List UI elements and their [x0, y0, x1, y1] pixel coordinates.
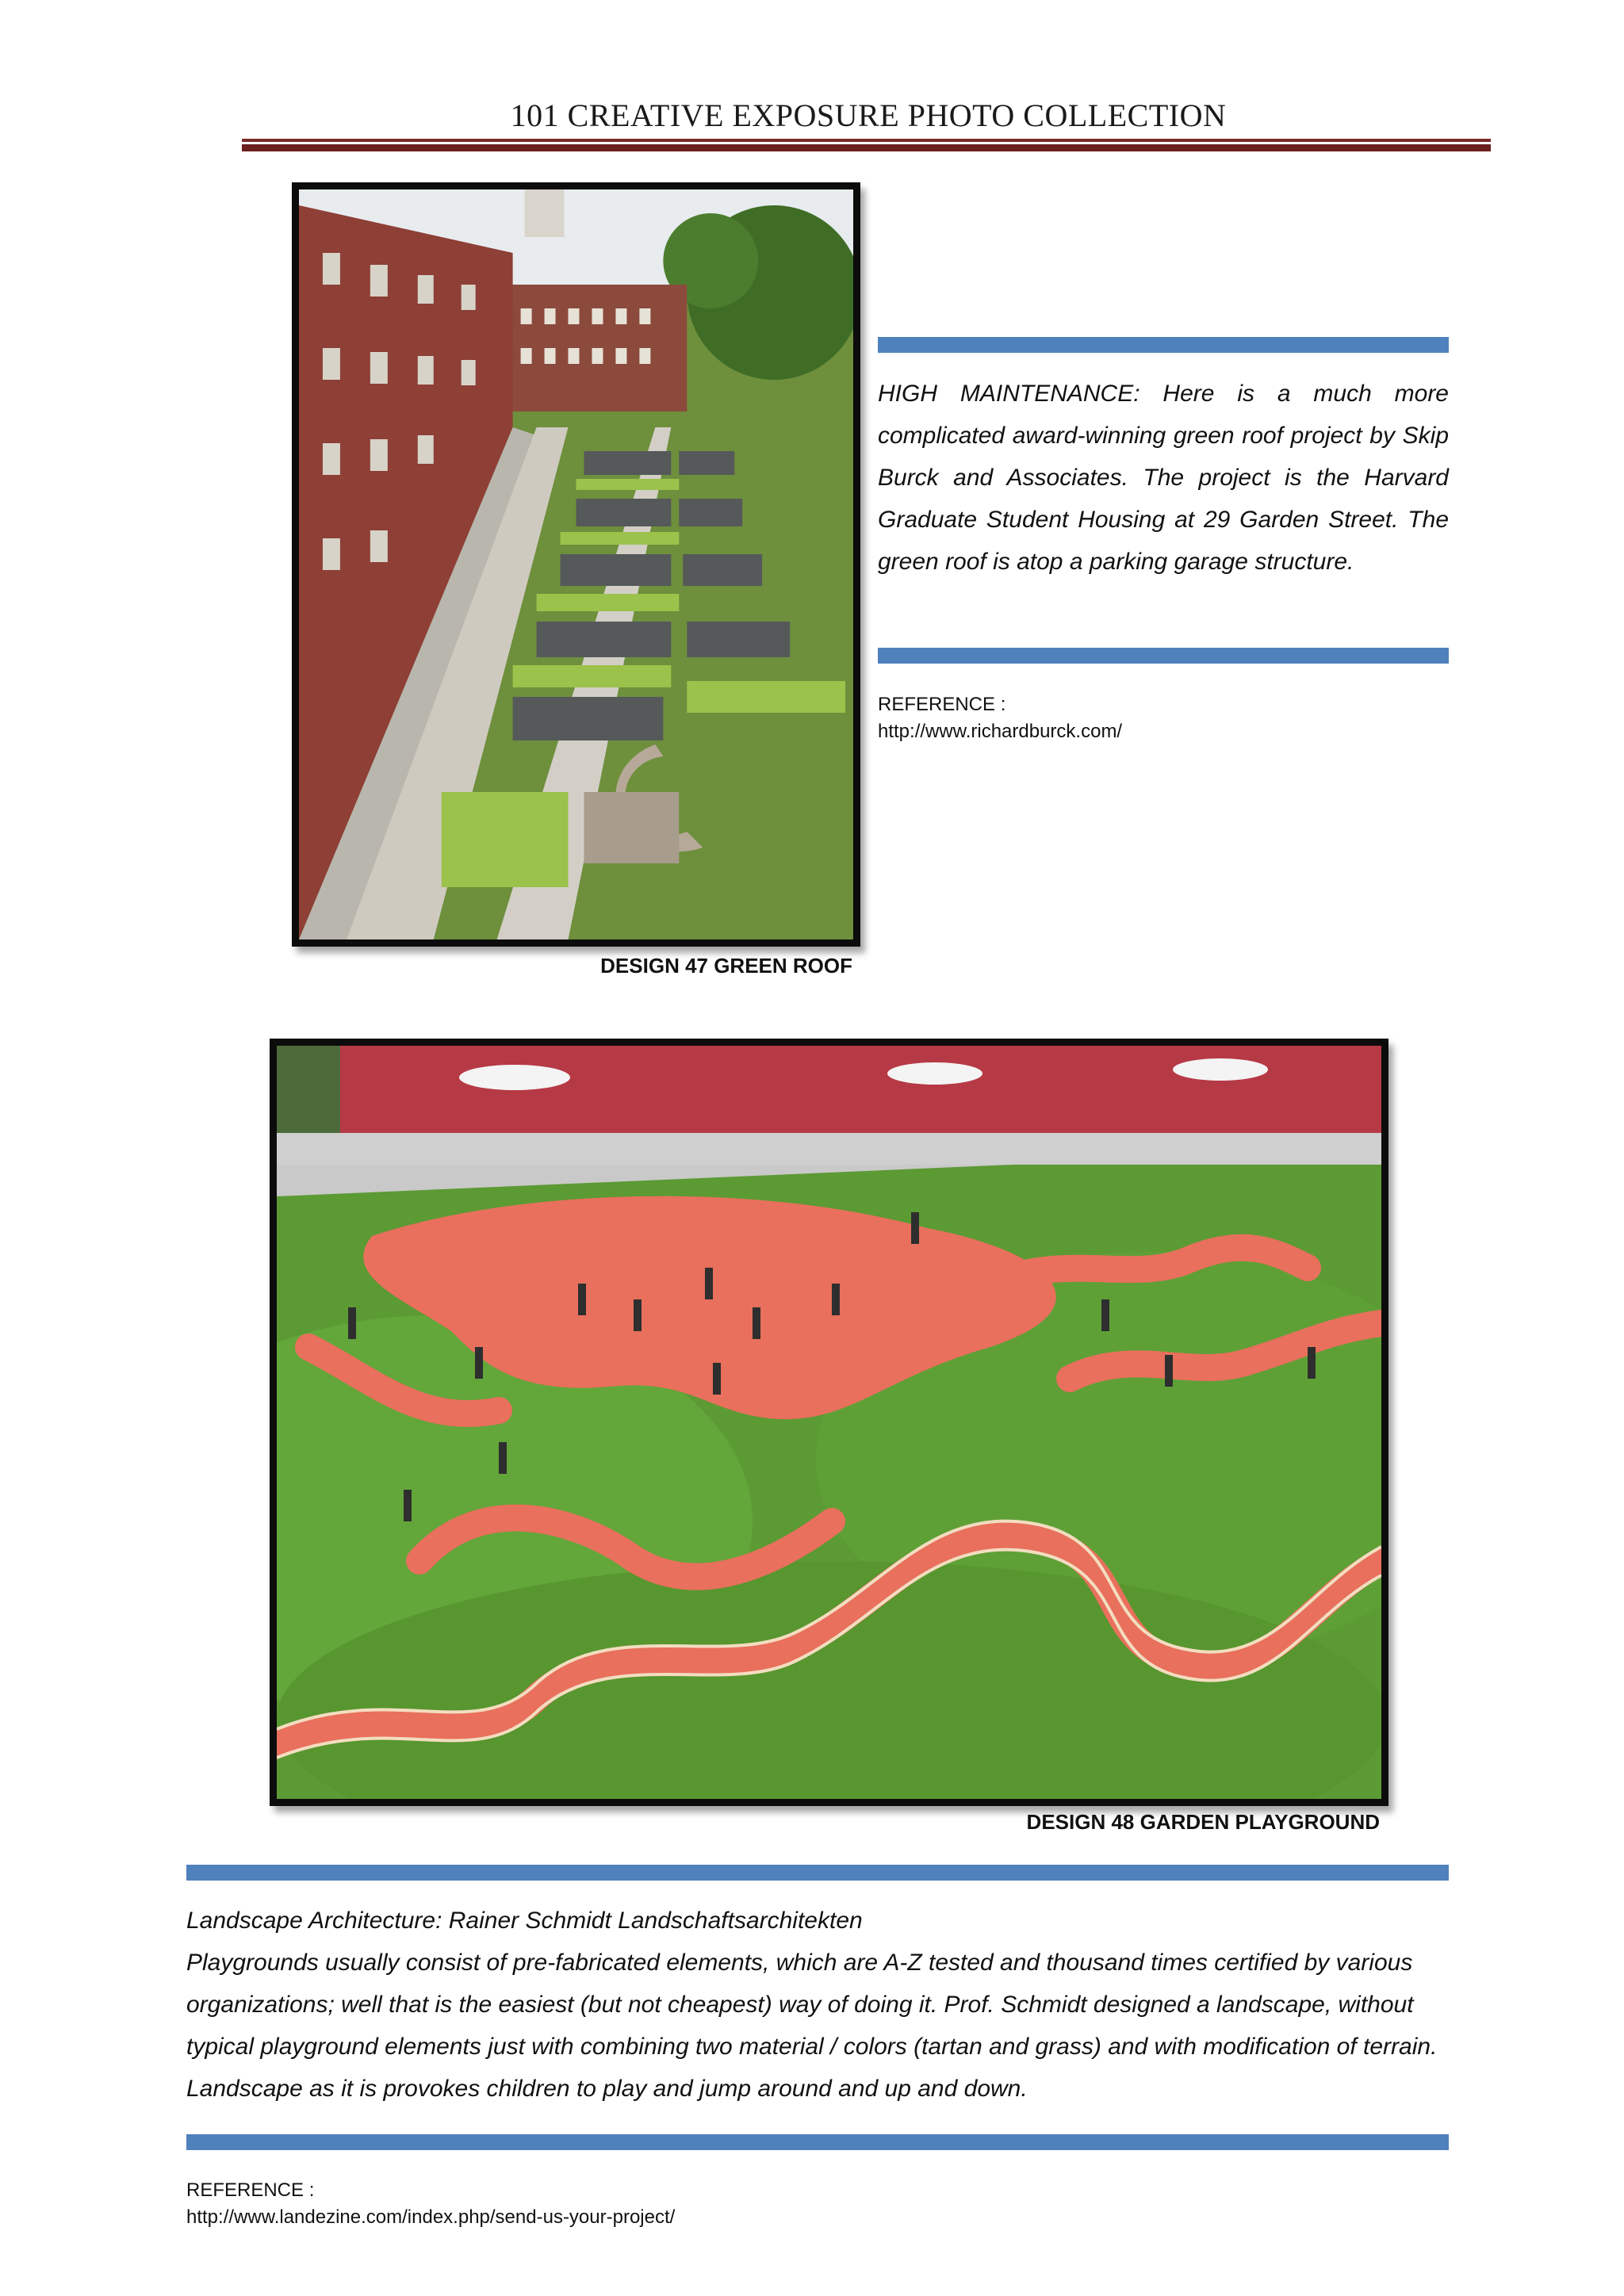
- design-48-caption: DESIGN 48 GARDEN PLAYGROUND: [1026, 1810, 1380, 1834]
- accent-bar: [186, 2134, 1449, 2150]
- design-47-description: HIGH MAINTENANCE: Here is a much more complicated award-winning green roof project by Skip Burck and Associates. The project is the Harvard Graduate Student Housing at 29 Garden Street. The green roof is atop a parking garage structure.: [878, 381, 1449, 575]
- design-48-description: Playgrounds usually consist of pre-fabricated elements, which are A-Z tested and thousand times certified by various organizations; well that is the easiest (but not cheapest) way of doing it. Prof. Schmidt designed a landscape, without typical playground elements just with combining two material / colors (tartan and grass) and with modification of terrain. Landscape as it is provokes children to play and jump around and up and down.: [186, 1950, 1438, 2102]
- accent-bar: [878, 648, 1449, 664]
- page-header-title: 101 CREATIVE EXPOSURE PHOTO COLLECTION: [510, 98, 1227, 133]
- design-48-architect: Landscape Architecture: Rainer Schmidt Landschaftsarchitekten: [186, 1908, 863, 1934]
- design-48-reference: [186, 2177, 675, 2231]
- design-47-reference: [878, 691, 1122, 745]
- reference-label: REFERENCE :: [186, 2179, 315, 2201]
- accent-bar: [186, 1865, 1449, 1881]
- accent-bar: [878, 337, 1449, 353]
- header-rule-thick: [242, 144, 1491, 151]
- reference-link[interactable]: http://www.landezine.com/index.php/send-us-your-project/: [186, 2206, 676, 2228]
- green-roof-photo: [292, 182, 860, 947]
- header-rule: [242, 139, 1491, 142]
- reference-link[interactable]: http://www.richardburck.com/: [878, 721, 1123, 742]
- design-47-caption: DESIGN 47 GREEN ROOF: [600, 954, 852, 978]
- garden-playground-photo: [270, 1039, 1388, 1806]
- reference-label: REFERENCE :: [878, 694, 1006, 715]
- design-48-text: [186, 1900, 1455, 2110]
